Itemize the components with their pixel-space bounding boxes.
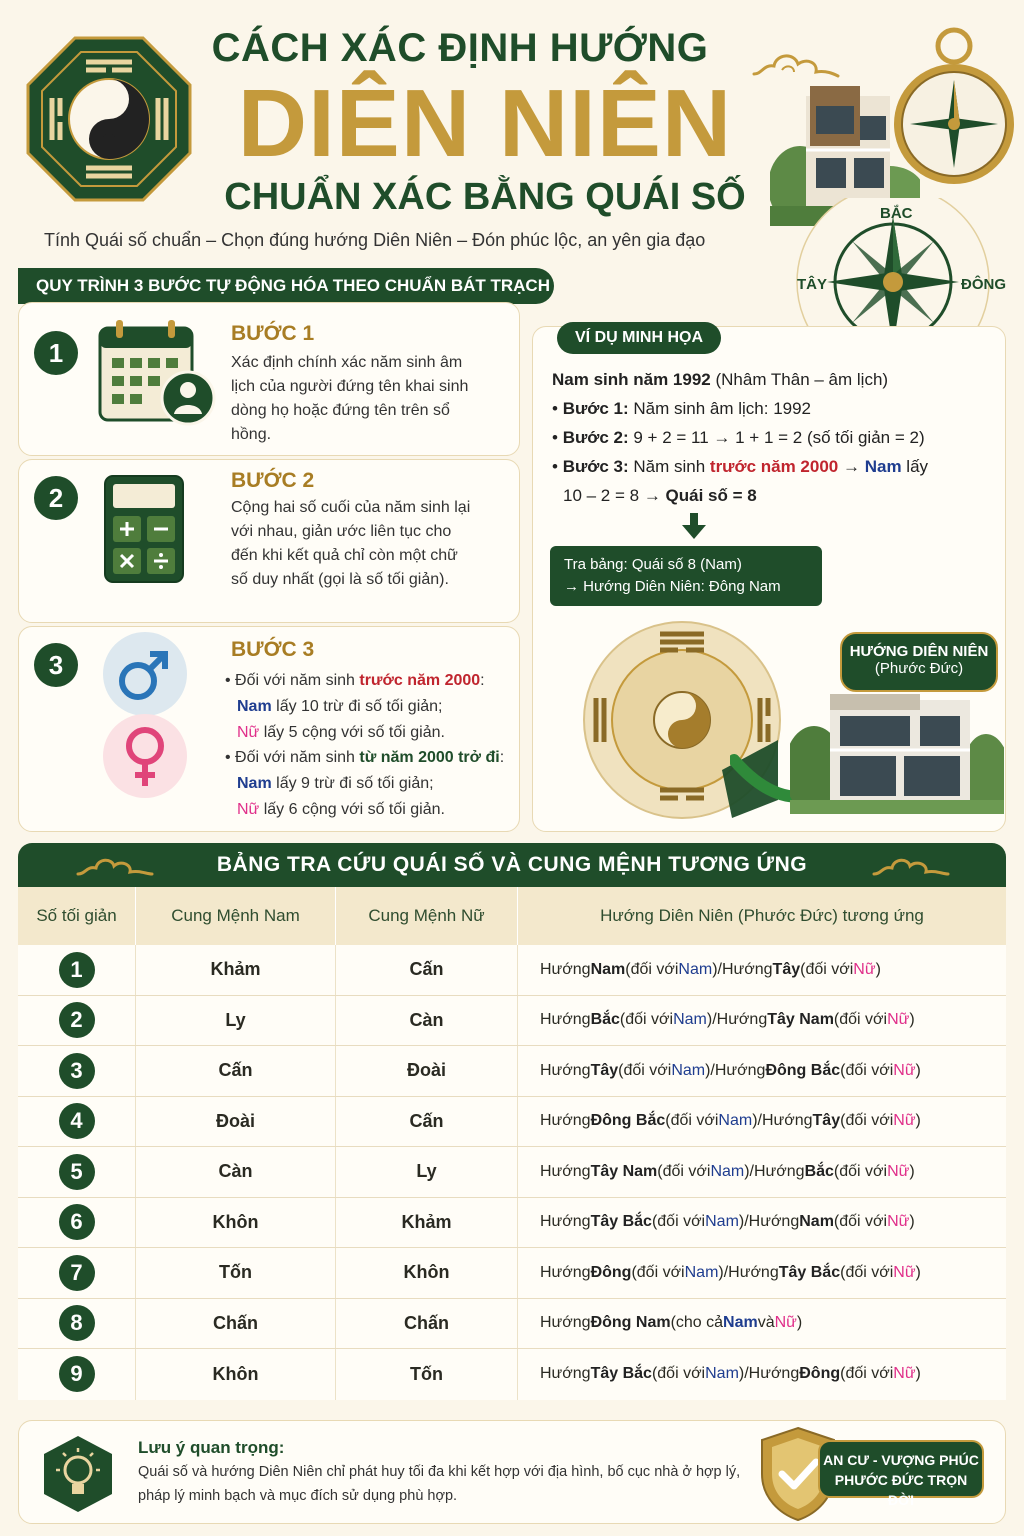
word-huong: Hướng bbox=[540, 1213, 591, 1231]
cell-number bbox=[18, 945, 136, 995]
word-for: (đối với bbox=[840, 1263, 894, 1281]
word-nu: Nữ bbox=[893, 1263, 916, 1281]
seal-line-1: AN CƯ - VƯỢNG PHÚC bbox=[823, 1452, 979, 1468]
cell-male: Khôn bbox=[136, 1349, 336, 1400]
cell-direction bbox=[518, 996, 1006, 1046]
cell-number bbox=[18, 1147, 136, 1197]
word-huong: Hướng bbox=[540, 1112, 591, 1130]
word-nu: Nữ bbox=[853, 960, 876, 978]
cell-female: Cấn bbox=[336, 945, 518, 995]
cell-number bbox=[18, 1046, 136, 1096]
word-nam: Nam bbox=[705, 1365, 739, 1383]
word-close: ) bbox=[712, 960, 718, 978]
word-nam: Nam bbox=[723, 1314, 758, 1332]
cell-direction bbox=[518, 1349, 1006, 1400]
cloud-ornament-icon bbox=[870, 852, 952, 880]
word-close: ) bbox=[752, 1112, 758, 1130]
cell-number bbox=[18, 1299, 136, 1349]
lookup-line-2: → Hướng Diên Niên: Đông Nam bbox=[564, 578, 781, 595]
lookup-line-1: Tra bảng: Quái số 8 (Nam) bbox=[564, 556, 742, 573]
title-main: DIÊN NIÊN bbox=[237, 70, 733, 177]
cell-male: Cấn bbox=[136, 1046, 336, 1096]
word-huong: Hướng bbox=[540, 1263, 591, 1281]
direction-male: Nam bbox=[590, 960, 626, 978]
word-huong: Hướng bbox=[748, 1213, 800, 1231]
male-symbol-icon bbox=[100, 630, 190, 718]
word-sep: / bbox=[723, 1263, 729, 1281]
step-2-title: BƯỚC 2 bbox=[231, 469, 315, 492]
word-huong: Hướng bbox=[540, 1162, 591, 1180]
table-row bbox=[18, 1248, 1006, 1299]
cell-male: Khảm bbox=[136, 945, 336, 995]
cell-female: Khôn bbox=[336, 1248, 518, 1298]
word-for: (đối với bbox=[665, 1112, 719, 1130]
number-badge: 8 bbox=[59, 1305, 95, 1341]
bagua-icon bbox=[26, 36, 192, 202]
word-close: ) bbox=[909, 1162, 915, 1180]
direction-female: Tây bbox=[772, 960, 801, 978]
cell-female: Ly bbox=[336, 1147, 518, 1197]
compass-north-label: BẮC bbox=[880, 205, 913, 222]
direction-male: Đông Nam bbox=[590, 1314, 671, 1332]
direction-female: Nam bbox=[799, 1213, 834, 1231]
word-nu: Nữ bbox=[774, 1314, 797, 1332]
word-close: ) bbox=[796, 1314, 803, 1332]
cell-direction bbox=[518, 945, 1006, 995]
step-3-text: • Đối với năm sinh trước năm 2000: Nam lấy 10 trừ đi số tối giản; Nữ lấy 5 cộng với số tối giản. • Đối với năm sinh từ năm 2000 trở đi: Nam lấy 9 trừ đi số tối giản; Nữ lấy 6 cộng với số tối giản. bbox=[225, 672, 505, 818]
word-sep: / bbox=[712, 1011, 717, 1029]
step-2-text: Cộng hai số cuối của năm sinh lại với nhau, giản ước liên tục cho đến khi kết quả chỉ còn một chữ số duy nhất (gọi là số tối giản). bbox=[231, 499, 471, 588]
table-row bbox=[18, 996, 1006, 1047]
seal-line-2: PHƯỚC ĐỨC TRỌN ĐỜI bbox=[834, 1472, 968, 1508]
word-huong: Hướng bbox=[754, 1162, 805, 1180]
word-nam: Nam bbox=[705, 1213, 739, 1231]
cell-female: Khảm bbox=[336, 1198, 518, 1248]
word-huong: Hướng bbox=[540, 960, 591, 978]
word-for: (đối với bbox=[833, 1213, 888, 1231]
lightbulb-icon bbox=[40, 1434, 116, 1514]
step-1-number: 1 bbox=[34, 331, 78, 375]
direction-male: Tây Nam bbox=[590, 1162, 658, 1180]
compass-west-label: TÂY bbox=[797, 276, 827, 293]
direction-male: Đông bbox=[590, 1263, 632, 1281]
footer-title: Lưu ý quan trọng: bbox=[138, 1438, 285, 1457]
direction-female: Tây bbox=[812, 1112, 841, 1130]
word-huong: Hướng bbox=[716, 1011, 768, 1029]
word-nu: Nữ bbox=[887, 1162, 910, 1180]
word-nam: Nam bbox=[678, 960, 713, 978]
word-nam: Nam bbox=[673, 1011, 707, 1029]
table-row bbox=[18, 945, 1006, 996]
compass-icon bbox=[892, 24, 1016, 194]
word-huong: Hướng bbox=[728, 1263, 779, 1281]
number-badge: 6 bbox=[59, 1204, 95, 1240]
table-body bbox=[18, 945, 1006, 1400]
word-close: ) bbox=[909, 1213, 915, 1231]
calculator-icon bbox=[103, 474, 185, 584]
direction-female: Tây Bắc bbox=[778, 1263, 841, 1281]
cell-direction bbox=[518, 1046, 1006, 1096]
word-for: (đối với bbox=[619, 1011, 674, 1029]
cell-female: Đoài bbox=[336, 1046, 518, 1096]
word-nu: Nữ bbox=[887, 1011, 910, 1029]
word-huong: Hướng bbox=[540, 1314, 591, 1332]
number-badge: 3 bbox=[59, 1053, 95, 1089]
word-huong: Hướng bbox=[761, 1112, 813, 1130]
cell-male: Càn bbox=[136, 1147, 336, 1197]
word-for: (đối với bbox=[840, 1061, 894, 1079]
word-huong: Hướng bbox=[540, 1365, 591, 1383]
word-sep: / bbox=[710, 1061, 715, 1079]
step-1-title: BƯỚC 1 bbox=[231, 322, 315, 345]
female-symbol-icon bbox=[100, 712, 190, 800]
header-number: Số tối giản bbox=[18, 887, 136, 945]
word-close: ) bbox=[738, 1213, 745, 1231]
word-for: (đối với bbox=[840, 1365, 894, 1383]
direction-female: Đông bbox=[799, 1365, 841, 1383]
word-nu: Nữ bbox=[887, 1213, 910, 1231]
header-female: Cung Mệnh Nữ bbox=[336, 887, 518, 945]
step-1-text: Xác định chính xác năm sinh âm lịch của người đứng tên khai sinh dòng họ hoặc đứng tên trên sổ hồng. bbox=[231, 354, 469, 443]
word-nu: Nữ bbox=[893, 1365, 916, 1383]
word-sep: / bbox=[744, 1213, 749, 1231]
cell-female: Chấn bbox=[336, 1299, 518, 1349]
cell-number bbox=[18, 1349, 136, 1400]
word-nam: Nam bbox=[710, 1162, 745, 1180]
lookup-result bbox=[550, 546, 822, 606]
word-huong: Hướng bbox=[721, 960, 773, 978]
cell-male: Ly bbox=[136, 996, 336, 1046]
title-line-1: CÁCH XÁC ĐỊNH HƯỚNG bbox=[211, 26, 709, 70]
word-nu: Nữ bbox=[893, 1061, 916, 1079]
word-for: (đối với bbox=[651, 1213, 706, 1231]
word-nam: Nam bbox=[718, 1112, 753, 1130]
number-badge: 9 bbox=[59, 1356, 95, 1392]
word-close: ) bbox=[915, 1365, 921, 1383]
cell-female: Càn bbox=[336, 996, 518, 1046]
direction-badge bbox=[840, 632, 998, 692]
table-row bbox=[18, 1299, 1006, 1350]
direction-female: Tây Nam bbox=[767, 1011, 834, 1029]
cell-number bbox=[18, 1248, 136, 1298]
word-close: ) bbox=[738, 1365, 745, 1383]
word-for: (đối với bbox=[800, 960, 854, 978]
table-header bbox=[18, 887, 1006, 945]
word-for: (đối với bbox=[833, 1011, 888, 1029]
word-for: (đối với bbox=[833, 1162, 888, 1180]
word-close: ) bbox=[909, 1011, 915, 1029]
arrow-down-icon bbox=[682, 513, 706, 539]
cell-number bbox=[18, 996, 136, 1046]
direction-male: Tây Bắc bbox=[590, 1213, 652, 1231]
word-close: ) bbox=[718, 1263, 724, 1281]
direction-badge-title: HƯỚNG DIÊN NIÊN bbox=[849, 643, 989, 660]
compass-east-label: ĐÔNG bbox=[961, 276, 1006, 293]
direction-male: Đông Bắc bbox=[590, 1112, 666, 1130]
step-3-title: BƯỚC 3 bbox=[231, 638, 315, 661]
word-for: (đối với bbox=[618, 1061, 672, 1079]
word-for: (đối với bbox=[625, 960, 679, 978]
cell-direction bbox=[518, 1147, 1006, 1197]
word-close: ) bbox=[915, 1061, 921, 1079]
word-huong: Hướng bbox=[540, 1061, 591, 1079]
cell-direction bbox=[518, 1248, 1006, 1298]
cell-female: Tốn bbox=[336, 1349, 518, 1400]
cell-male: Khôn bbox=[136, 1198, 336, 1248]
footer-text bbox=[138, 1460, 758, 1508]
direction-female: Bắc bbox=[804, 1162, 834, 1180]
number-badge: 2 bbox=[59, 1002, 95, 1038]
table-banner bbox=[18, 843, 1006, 887]
cell-direction bbox=[518, 1097, 1006, 1147]
direction-male: Tây Bắc bbox=[590, 1365, 652, 1383]
word-close: ) bbox=[915, 1263, 921, 1281]
word-for: (đối với bbox=[631, 1263, 685, 1281]
footer-text-line-2: pháp lý minh bạch và mục đích sử dụng phù hợp. bbox=[138, 1488, 458, 1504]
example-text: Nam sinh năm 1992 (Nhâm Thân – âm lịch) • Bước 1: Năm sinh âm lịch: 1992 • Bước 2: 9 + 2 = 11 → 1 + 1 = 2 (số tối giản = 2) • Bước 3: Năm sinh trước năm 2000 → Nam lấy 10 – 2 = 8 → Quái số = 8 bbox=[552, 370, 929, 505]
word-huong: Hướng bbox=[748, 1365, 800, 1383]
word-for: (đối với bbox=[657, 1162, 711, 1180]
table-title: BẢNG TRA CỨU QUÁI SỐ VÀ CUNG MỆNH TƯƠNG ỨNG bbox=[216, 853, 808, 876]
number-badge: 1 bbox=[59, 952, 95, 988]
word-close: ) bbox=[915, 1112, 921, 1130]
table-row bbox=[18, 1046, 1006, 1097]
word-sep: / bbox=[749, 1162, 754, 1180]
cell-female: Cấn bbox=[336, 1097, 518, 1147]
cell-direction bbox=[518, 1198, 1006, 1248]
house-illustration-2 bbox=[790, 690, 1004, 814]
word-nam: Nam bbox=[684, 1263, 719, 1281]
cell-direction bbox=[518, 1299, 1006, 1349]
cell-number bbox=[18, 1198, 136, 1248]
word-sep: / bbox=[717, 960, 722, 978]
table-row bbox=[18, 1097, 1006, 1148]
number-badge: 5 bbox=[59, 1154, 95, 1190]
table-row bbox=[18, 1198, 1006, 1249]
direction-badge-sub: (Phước Đức) bbox=[874, 660, 964, 677]
word-nam: Nam bbox=[671, 1061, 706, 1079]
title-line-3: CHUẨN XÁC BẰNG QUÁI SỐ bbox=[224, 176, 746, 218]
table-row bbox=[18, 1147, 1006, 1198]
word-huong: Hướng bbox=[714, 1061, 766, 1079]
table-row bbox=[18, 1349, 1006, 1400]
direction-female: Đông Bắc bbox=[765, 1061, 841, 1079]
word-for: (đối với bbox=[651, 1365, 706, 1383]
cell-male: Chấn bbox=[136, 1299, 336, 1349]
example-banner: VÍ DỤ MINH HỌA bbox=[557, 322, 721, 354]
word-close: ) bbox=[706, 1011, 713, 1029]
yin-yang-icon bbox=[69, 79, 149, 159]
word-close: ) bbox=[744, 1162, 750, 1180]
step-2-number: 2 bbox=[34, 476, 78, 520]
step-3-number: 3 bbox=[34, 643, 78, 687]
direction-male: Tây bbox=[590, 1061, 619, 1079]
cell-number bbox=[18, 1097, 136, 1147]
word-nu: Nữ bbox=[893, 1112, 916, 1130]
word-sep: / bbox=[757, 1112, 762, 1130]
word-both: (cho cả bbox=[670, 1314, 724, 1332]
process-banner: QUY TRÌNH 3 BƯỚC TỰ ĐỘNG HÓA THEO CHUẨN BÁT TRẠCH bbox=[18, 268, 554, 304]
number-badge: 4 bbox=[59, 1103, 95, 1139]
footer-seal bbox=[818, 1440, 984, 1508]
word-close: ) bbox=[705, 1061, 711, 1079]
word-and: và bbox=[757, 1314, 775, 1332]
cell-male: Đoài bbox=[136, 1097, 336, 1147]
footer-text-line-1: Quái số và hướng Diên Niên chỉ phát huy tối đa khi kết hợp với địa hình, bố cục nhà ở hợp lý, bbox=[138, 1464, 741, 1480]
header-direction: Hướng Diên Niên (Phước Đức) tương ứng bbox=[600, 906, 924, 925]
word-huong: Hướng bbox=[540, 1011, 591, 1029]
header-male: Cung Mệnh Nam bbox=[136, 887, 336, 945]
word-close: ) bbox=[875, 960, 881, 978]
cloud-ornament-icon bbox=[74, 852, 156, 880]
subtitle: Tính Quái số chuẩn – Chọn đúng hướng Diên Niên – Đón phúc lộc, an yên gia đạo bbox=[44, 230, 706, 250]
calendar-icon bbox=[98, 318, 216, 428]
cell-male: Tốn bbox=[136, 1248, 336, 1298]
number-badge: 7 bbox=[59, 1255, 95, 1291]
word-for: (đối với bbox=[840, 1112, 894, 1130]
direction-male: Bắc bbox=[590, 1011, 620, 1029]
word-sep: / bbox=[744, 1365, 749, 1383]
